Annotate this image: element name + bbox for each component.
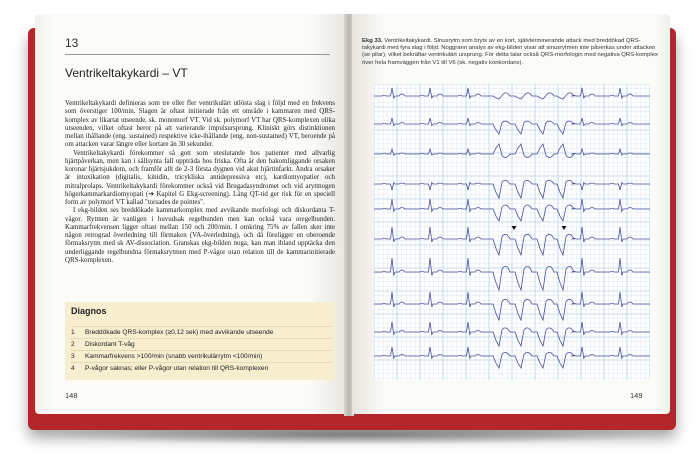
item-text: Breddökade QRS-komplex (≥0,12 sek) med avvikande utseende bbox=[85, 329, 274, 336]
list-item bbox=[71, 338, 333, 350]
chapter-number: 13 bbox=[65, 36, 79, 50]
list-item bbox=[71, 362, 333, 374]
diagnos-title: Diagnos bbox=[71, 306, 107, 316]
paragraph: Ventrikeltakykardi förekommer så gott som uteslutande hos patienter med allvarlig hjärtpåverkan, men kan i sällsynta fall uppträda hos friska. Ofta är den bakomliggande orsaken koronar hjärtsjukdom, och framför allt de 2-3 första dygnen vid akut hjärtinfarkt. Andra orsaker är intoxikation (digitalis, kinidin, tricykliska antidepressiva etc), kardiomyopatier och mitralprolaps. Ventrikeltakykardi förekommer också vid Brugadasyndromet och vid arytmogen högerkammarkardiomyopati (➔ Kapitel G Ekg-screening). Lång QT-tid ger risk för en speciell form av polymorf VT kallad "torsades de pointes". bbox=[65, 149, 335, 206]
diagnos-box bbox=[65, 302, 335, 380]
item-number: 1 bbox=[71, 329, 75, 336]
item-text: Kammarfrekvens >100/min (snabb ventrikulärrytm <100/min) bbox=[85, 353, 263, 360]
body-text bbox=[65, 100, 335, 265]
diagnos-list bbox=[71, 326, 333, 374]
paragraph: Ventrikeltakykardi definieras som tre eller fler ventrikulärt utlösta slag i följd med en frekvens som överstiger 100/min. Slagen är oftast initierade från ett område i kammaren med QRS-komplex av likartat utseende, sk. monomorf VT. Vid sk. polymorf VT har QRS-komplexen olika utseenden, vilket oftast beror på att varierande impulsursprung. Kliniskt görs distinktionen mellan ihållande (eng. sustained) respektive icke-ihållande (eng. non-sustained) VT, beroende på om attacken varar längre eller kortare än 30 sekunder. bbox=[65, 100, 335, 149]
list-item bbox=[71, 326, 333, 338]
item-number: 2 bbox=[71, 341, 75, 348]
figure-caption bbox=[362, 38, 658, 67]
caption-label: Ekg 33. bbox=[362, 38, 383, 44]
caption-text: Ventrikeltakykardi. Sinusrytm som bryts av en kort, självterminerande attack med breddökad QRS-takykardi med fyra slag i följd. Noggrann analys av ekg-bilden visar att sinusrytmen inte påverkas under attacken (se pilar), vilket bekräftar ventrikulärt ursprung. För detta talar också QRS-morfologin med negativa QRS-komplex över hela framväggen från V1 till V6 (sk. negativ konkordans). bbox=[362, 38, 658, 66]
item-text: P-vågor saknas; eller P-vågor utan relation till QRS-komplexen bbox=[85, 365, 269, 372]
chapter-rule bbox=[65, 54, 330, 55]
page-number-left: 148 bbox=[65, 391, 78, 400]
item-number: 4 bbox=[71, 365, 75, 372]
left-page bbox=[35, 14, 347, 414]
ecg-strip bbox=[374, 84, 650, 380]
chapter-title: Ventrikeltakykardi – VT bbox=[65, 66, 188, 80]
item-text: Diskordant T-våg bbox=[85, 341, 135, 348]
page-number-right: 149 bbox=[630, 391, 643, 400]
list-item bbox=[71, 350, 333, 362]
paragraph: I ekg-bilden ses breddökade kammarkomplex med avvikande morfologi och diskordanta T-vågor. Rytmen är vanligen i huvudsak regelbunden men kan också vara oregelbunden. Kammarfrekvensen ligger oftast mellan 150 och 200/min. I omkring 75% av fallen sker inte någon retrograd överledning till förmaken (VA-överledning), och då föreligger en oberoende förmaksrytm med sk AV-dissociation. Granskas ekg-bilden noga, kan man ibland upptäcka den underliggande regelbundna förmaksrytmen med P-vågor utan relation till de kammarinitierade QRS-komplexen. bbox=[65, 207, 335, 264]
right-page bbox=[352, 14, 670, 414]
item-number: 3 bbox=[71, 353, 75, 360]
